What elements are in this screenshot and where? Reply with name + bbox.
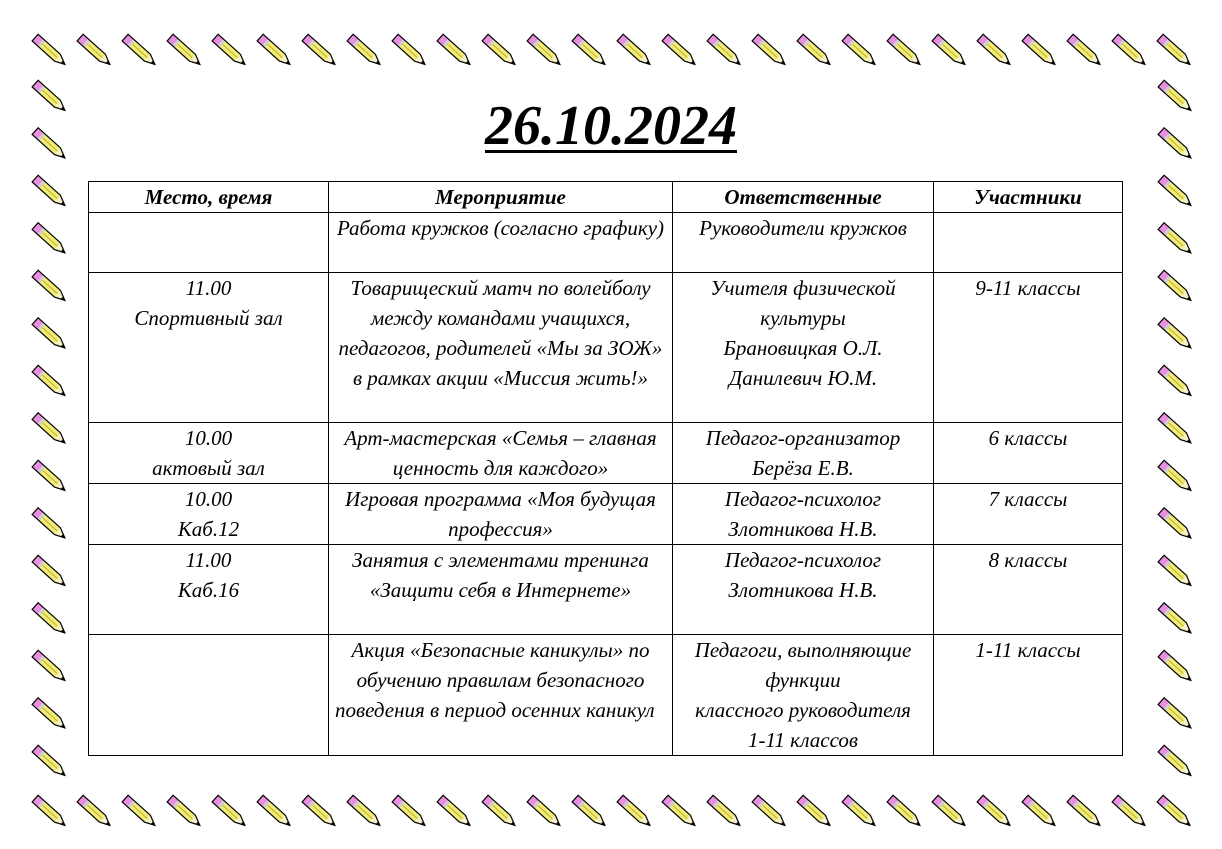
table-row	[89, 423, 1123, 484]
place-room: Каб.12	[177, 517, 240, 541]
pencil-icon	[32, 318, 68, 351]
cell-responsible	[673, 213, 934, 273]
pencil-icon	[1158, 318, 1194, 351]
responsible-line: классного руководителя	[695, 698, 911, 722]
table-row	[89, 273, 1123, 423]
pencil-icon	[1158, 460, 1194, 493]
pencil-icon	[32, 508, 68, 541]
pencil-icon	[1158, 223, 1194, 256]
table-header-row	[89, 182, 1123, 213]
pencil-icon	[887, 34, 923, 67]
pencil-icon	[1067, 795, 1103, 828]
pencil-icon	[977, 34, 1013, 67]
pencil-icon	[392, 34, 428, 67]
pencil-icon	[482, 34, 518, 67]
pencil-icon	[1158, 745, 1194, 778]
pencil-icon	[1158, 175, 1194, 208]
pencil-icon	[167, 34, 203, 67]
pencil-icon	[302, 795, 338, 828]
cell-place	[89, 423, 329, 484]
cell-responsible	[673, 423, 934, 484]
pencil-icon	[1158, 555, 1194, 588]
pencil-icon	[1022, 34, 1058, 67]
responsible-line: Берёза Е.В.	[752, 456, 854, 480]
cell-event	[329, 213, 673, 273]
pencil-icon	[1157, 795, 1193, 828]
pencil-icon	[1158, 508, 1194, 541]
header-participants: Участники	[934, 182, 1123, 213]
cell-event	[329, 635, 673, 756]
pencil-icon	[212, 34, 248, 67]
pencil-icon	[1112, 795, 1148, 828]
cell-responsible	[673, 273, 934, 423]
pencil-icon	[437, 795, 473, 828]
pencil-icon	[1158, 413, 1194, 446]
pencil-icon	[662, 795, 698, 828]
responsible-line: Злотникова Н.В.	[728, 578, 878, 602]
pencil-icon	[1158, 270, 1194, 303]
pencil-icon	[1158, 365, 1194, 398]
pencil-icon	[572, 795, 608, 828]
table-row	[89, 545, 1123, 635]
pencil-icon	[842, 34, 878, 67]
pencil-icon	[707, 795, 743, 828]
date-heading: 26.10.2024	[485, 95, 737, 157]
pencil-icon	[257, 795, 293, 828]
event-text: Товарищеский матч по волейболу между командами учащихся, педагогов, родителей «Мы за ЗОЖ» в рамках акции «Миссия жить!»	[338, 276, 663, 390]
pencil-icon	[302, 34, 338, 67]
pencil-icon	[1112, 34, 1148, 67]
pencil-icon	[617, 795, 653, 828]
pencil-icon	[1022, 795, 1058, 828]
responsible-line: Данилевич Ю.М.	[728, 366, 878, 390]
schedule-table	[88, 181, 1123, 756]
responsible-line: Педагог-организатор	[705, 426, 901, 450]
event-text: Работа кружков (согласно графику)	[336, 216, 665, 240]
pencil-icon	[122, 795, 158, 828]
place-time: 10.00	[184, 426, 233, 450]
pencil-icon	[797, 795, 833, 828]
pencil-icon	[392, 795, 428, 828]
responsible-line: Руководители кружков	[699, 216, 907, 240]
pencil-icon	[32, 223, 68, 256]
pencil-icon	[887, 795, 923, 828]
place-room: Спортивный зал	[134, 306, 283, 330]
pencil-icon	[527, 34, 563, 67]
pencil-icon	[572, 34, 608, 67]
event-text: Занятия с элементами тренинга «Защити себя в Интернете»	[352, 548, 649, 602]
responsible-line: Педагог-психолог	[724, 487, 882, 511]
header-place-time: Место, время	[89, 182, 329, 213]
cell-place	[89, 213, 329, 273]
place-room: Каб.16	[177, 578, 240, 602]
cell-responsible	[673, 545, 934, 635]
pencil-icon	[32, 603, 68, 636]
header-responsible: Ответственные	[673, 182, 934, 213]
pencil-icon	[482, 795, 518, 828]
place-room: актовый зал	[152, 456, 265, 480]
pencil-icon	[617, 34, 653, 67]
responsible-line: 1-11 классов	[747, 728, 859, 752]
pencil-icon	[32, 270, 68, 303]
page-title	[0, 88, 1222, 164]
pencil-icon	[32, 698, 68, 731]
cell-place	[89, 484, 329, 545]
responsible-line: Педагог-психолог	[724, 548, 882, 572]
cell-place	[89, 545, 329, 635]
pencil-icon	[932, 795, 968, 828]
pencil-icon	[32, 745, 68, 778]
pencil-icon	[32, 460, 68, 493]
place-time: 10.00	[184, 487, 233, 511]
pencil-icon	[437, 34, 473, 67]
event-text: Акция «Безопасные каникулы» по обучению правилам безопасного поведения в период осенних каникул	[335, 638, 655, 722]
event-text: Арт-мастерская «Семья – главная ценность для каждого»	[344, 426, 657, 480]
cell-participants: 6 классы	[934, 423, 1123, 484]
pencil-icon	[32, 413, 68, 446]
pencil-icon	[32, 365, 68, 398]
responsible-line: Педагоги, выполняющие функции	[694, 638, 912, 692]
pencil-icon	[212, 795, 248, 828]
pencil-icon	[77, 34, 113, 67]
pencil-icon	[752, 34, 788, 67]
pencil-icon	[347, 34, 383, 67]
pencil-icon	[1158, 650, 1194, 683]
cell-responsible	[673, 635, 934, 756]
pencil-icon	[347, 795, 383, 828]
table-row	[89, 635, 1123, 756]
pencil-icon	[32, 555, 68, 588]
pencil-icon	[1157, 34, 1193, 67]
pencil-icon	[662, 34, 698, 67]
pencil-icon	[752, 795, 788, 828]
place-time: 11.00	[185, 548, 232, 572]
cell-participants: 9-11 классы	[934, 273, 1123, 423]
pencil-icon	[977, 795, 1013, 828]
header-event: Мероприятие	[329, 182, 673, 213]
pencil-icon	[842, 795, 878, 828]
pencil-icon	[32, 795, 68, 828]
pencil-icon	[77, 795, 113, 828]
event-text: Игровая программа «Моя будущая профессия»	[345, 487, 656, 541]
responsible-line: Злотникова Н.В.	[728, 517, 878, 541]
cell-responsible	[673, 484, 934, 545]
cell-event	[329, 484, 673, 545]
pencil-icon	[527, 795, 563, 828]
cell-event	[329, 545, 673, 635]
cell-place	[89, 273, 329, 423]
pencil-icon	[32, 650, 68, 683]
pencil-icon	[1067, 34, 1103, 67]
pencil-icon	[797, 34, 833, 67]
cell-event	[329, 273, 673, 423]
responsible-line: Брановицкая О.Л.	[723, 336, 883, 360]
cell-participants: 7 классы	[934, 484, 1123, 545]
pencil-icon	[707, 34, 743, 67]
pencil-icon	[32, 175, 68, 208]
cell-participants	[934, 213, 1123, 273]
table-row	[89, 484, 1123, 545]
cell-participants: 8 классы	[934, 545, 1123, 635]
responsible-line: Учителя физической культуры	[710, 276, 896, 330]
pencil-icon	[257, 34, 293, 67]
place-time: 11.00	[185, 276, 232, 300]
table-row	[89, 213, 1123, 273]
cell-participants: 1-11 классы	[934, 635, 1123, 756]
pencil-icon	[1158, 603, 1194, 636]
cell-place	[89, 635, 329, 756]
pencil-icon	[1158, 698, 1194, 731]
pencil-icon	[32, 34, 68, 67]
pencil-icon	[932, 34, 968, 67]
pencil-icon	[122, 34, 158, 67]
cell-event	[329, 423, 673, 484]
pencil-icon	[167, 795, 203, 828]
